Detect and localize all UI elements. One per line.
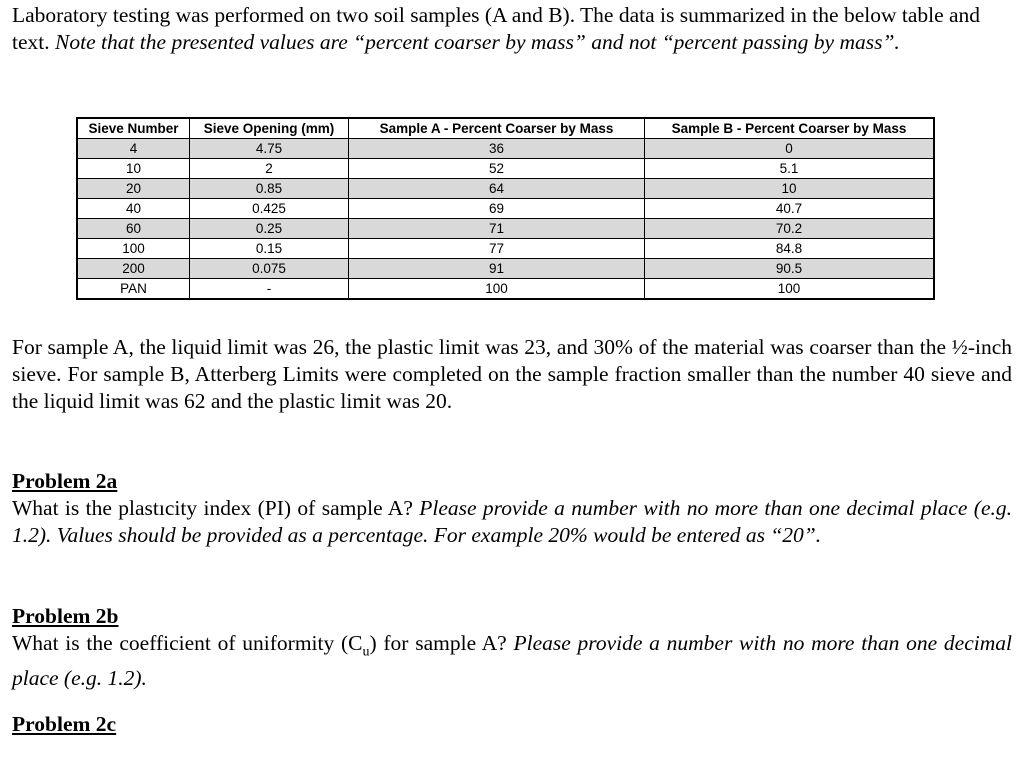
cell-sample-b: 84.8: [645, 239, 935, 259]
cell-sample-a: 64: [349, 179, 645, 199]
cell-sample-b: 40.7: [645, 199, 935, 219]
header-sieve-number: Sieve Number: [77, 118, 190, 139]
table-row: [77, 199, 934, 219]
cell-sieve-opening: 0.25: [190, 219, 349, 239]
cell-sample-a: 36: [349, 139, 645, 159]
problem-2a-heading: Problem 2a: [12, 469, 118, 493]
sieve-analysis-table: [76, 117, 935, 300]
intro-plain: Laboratory testing was performed on two soil samples (A and B). The data is summarized in the below table and text.: [12, 3, 981, 54]
problem-2b-instruction: Please provide a number with no more than one decimal place (e.g. 1.2).: [12, 631, 1012, 691]
cell-sieve-opening: 0.15: [190, 239, 349, 259]
table-row: [77, 179, 934, 199]
header-sieve-opening: Sieve Opening (mm): [190, 118, 349, 139]
intro-note: Note that the presented values are “percent coarser by mass” and not “percent passing by mass”.: [55, 30, 900, 54]
cell-sample-a: 91: [349, 259, 645, 279]
problem-2c: [12, 711, 1012, 738]
problem-2b-text: [12, 630, 1012, 692]
problem-2a-text: [12, 495, 1012, 549]
cell-sample-a: 69: [349, 199, 645, 219]
problem-2b-question-sub: u: [362, 644, 370, 660]
problem-2a-question: What is the plastıcity index (PI) of sample A?: [12, 496, 420, 520]
cell-sieve-number: 100: [77, 239, 190, 259]
cell-sample-a: 52: [349, 159, 645, 179]
cell-sieve-number: 40: [77, 199, 190, 219]
cell-sieve-opening: -: [190, 279, 349, 300]
table-row: [77, 259, 934, 279]
cell-sieve-opening: 0.425: [190, 199, 349, 219]
cell-sieve-opening: 0.075: [190, 259, 349, 279]
cell-sieve-number: 60: [77, 219, 190, 239]
table-row: [77, 239, 934, 259]
cell-sample-b: 5.1: [645, 159, 935, 179]
cell-sample-b: 70.2: [645, 219, 935, 239]
problem-2b-question-pre: What is the coefficient of uniformity (C: [12, 631, 363, 655]
cell-sample-a: 100: [349, 279, 645, 300]
intro-text: [12, 2, 1012, 56]
cell-sieve-number: PAN: [77, 279, 190, 300]
header-sample-b: Sample B - Percent Coarser by Mass: [645, 118, 935, 139]
sieve-table-container: [76, 117, 935, 300]
cell-sample-b: 100: [645, 279, 935, 300]
problem-2b: [12, 603, 1012, 692]
problem-2c-heading: Problem 2c: [12, 712, 117, 736]
table-row: [77, 159, 934, 179]
cell-sample-a: 71: [349, 219, 645, 239]
cell-sieve-opening: 4.75: [190, 139, 349, 159]
cell-sample-b: 90.5: [645, 259, 935, 279]
cell-sample-b: 0: [645, 139, 935, 159]
sample-description-paragraph: For sample A, the liquid limit was 26, the plastic limit was 23, and 30% of the material was coarser than the ½-inch sieve. For sample B, Atterberg Limits were completed on the sample fraction smaller than the number 40 sieve and the liquid limit was 62 and the plastic limit was 20.: [12, 335, 1012, 413]
problem-2a: [12, 468, 1012, 549]
table-row: [77, 219, 934, 239]
cell-sieve-number: 20: [77, 179, 190, 199]
header-sample-a: Sample A - Percent Coarser by Mass: [349, 118, 645, 139]
table-row: [77, 279, 934, 300]
problem-2a-instruction: Please provide a number with no more than one decimal place (e.g. 1.2). Values should be provided as a percentage. For example 20% would be entered as “20”.: [12, 496, 1012, 547]
table-row: [77, 139, 934, 159]
cell-sieve-number: 200: [77, 259, 190, 279]
cell-sieve-number: 4: [77, 139, 190, 159]
table-header-row: [77, 118, 934, 139]
problem-2b-heading: Problem 2b: [12, 604, 119, 628]
cell-sample-b: 10: [645, 179, 935, 199]
cell-sieve-number: 10: [77, 159, 190, 179]
cell-sieve-opening: 0.85: [190, 179, 349, 199]
cell-sample-a: 77: [349, 239, 645, 259]
cell-sieve-opening: 2: [190, 159, 349, 179]
problem-2b-question-post: ) for sample A?: [369, 631, 514, 655]
